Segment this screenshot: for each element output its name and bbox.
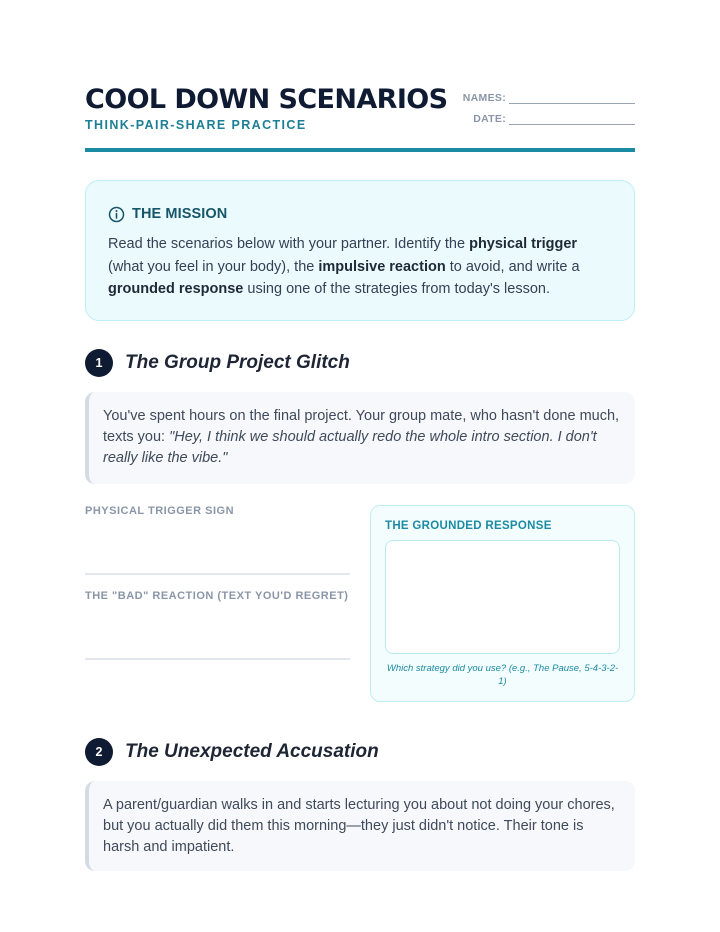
grounded-response-input[interactable] [385,540,620,654]
scenario-number-badge: 1 [85,349,113,377]
trigger-label: PHYSICAL TRIGGER SIGN [85,505,235,517]
mission-box [85,180,635,321]
names-label: NAMES: [462,92,506,104]
date-field [473,113,635,125]
names-line [509,92,635,104]
scenario-number-badge: 2 [85,738,113,766]
trigger-answer-line[interactable] [85,573,350,575]
reaction-label: THE "BAD" REACTION (TEXT YOU'D REGRET) [85,590,349,602]
scenario-title: The Unexpected Accusation [125,741,379,762]
scenario-2-description [85,781,635,871]
grounded-response-title: THE GROUNDED RESPONSE [385,520,552,532]
strategy-hint: Which strategy did you use? (e.g., The Pause, 5-4-3-2-1) [386,663,619,687]
info-icon [108,206,125,223]
mission-text [108,233,612,301]
mission-heading [108,205,612,223]
grounded-response-panel [370,505,635,702]
scenario-quote: "Hey, I think we should actually redo the whole intro section. I don't really like the vibe." [103,429,597,466]
scenario-1-description [85,392,635,484]
mission-text-part: to avoid, and write a [445,258,580,275]
mission-emphasis-physical-trigger: physical trigger [469,236,578,252]
page-subtitle: THINK-PAIR-SHARE PRACTICE [85,118,307,132]
scenario-1-heading [85,349,350,377]
scenario-text: A parent/guardian walks in and starts lecturing you about not doing your chores, but you actually did them this morning—they just didn't notice. Their tone is harsh and impatient. [103,797,615,855]
mission-title: THE MISSION [132,206,228,222]
mission-text-part: (what you feel in your body), the [108,258,319,275]
reaction-answer-line[interactable] [85,658,350,660]
page-title: COOL DOWN SCENARIOS [85,84,448,115]
date-line [509,113,635,125]
mission-emphasis-impulsive-reaction: impulsive reaction [318,258,446,275]
header-divider [85,148,635,152]
mission-text-part: Read the scenarios below with your partner. Identify the [108,236,470,252]
header [85,84,635,154]
mission-text-part: using one of the strategies from today's lesson. [243,281,550,297]
date-label: DATE: [473,113,506,125]
scenario-text: You've spent hours on the final project. Your group mate, who hasn't done much, texts you: [103,408,620,445]
names-field [463,92,635,104]
scenario-title: The Group Project Glitch [125,352,350,373]
mission-emphasis-grounded-response: grounded response [108,281,244,297]
scenario-2-heading [85,738,379,766]
